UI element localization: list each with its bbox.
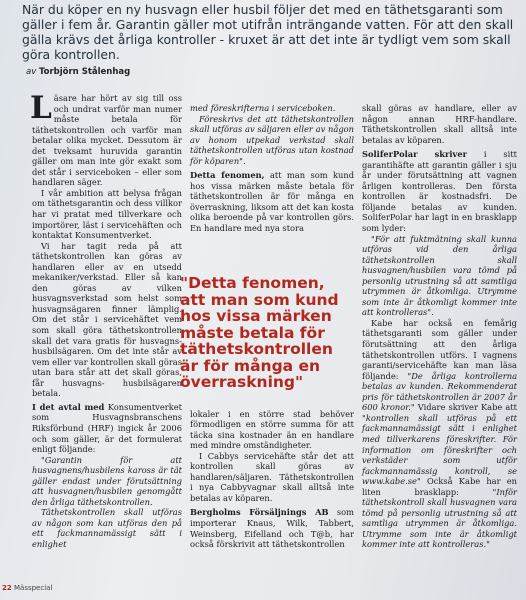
pull-quote xyxy=(180,275,365,391)
pull-quote-line: måste betala för xyxy=(180,323,325,342)
column-3-paragraph-3-text: Kabe har också en femårig täthetsgaranti som gäller under förutsättning att den årliga täthetskontrollen utförs. I vagnens garanti/servicehäfte kan man läsa följande: xyxy=(362,317,517,381)
column-1-paragraph-4-text: Konsumentverket som Husvagnsbranschens Riksförbund (HRF) ingick år 2006 och som gäller, är det formulerat enligt följande: xyxy=(32,401,182,455)
page-number: 22 xyxy=(2,584,12,592)
column-3-quote-3: "kontrollen skall utföras på ett fackmannamässigt sätt i enlighet med tillverkarens föreskrifter. För information om föreskrifter och verkstäder som utför fackmannamässig kontroll, se www.kabe.se" xyxy=(362,412,517,487)
column-3-quote-2: "De årliga kontrollerna betalas av kunden. Rekommenderat pris för täthetskontrollen är 2007 år 600 kronor." xyxy=(362,370,518,413)
magazine-name: Mässpecial xyxy=(13,584,53,592)
column-1-paragraph-2: I vår ambition att belysa frågan om täthetsgarantin och dess villkor har vi pratat med tillverkare och importörer, läst i servicehäften och kontaktat Konsumentverket. xyxy=(32,187,182,241)
drop-cap: L xyxy=(30,90,52,126)
article-intro: När du köper en ny husvagn eller husbil följer det med en täthetsgaranti som gäller i fem år. Garantin gäller mot utifrån inträngande vatten. För att den skall gälla krävs det årliga kontroller - kruxet är att det inte är tydligt vem som skall göra kontrollen. xyxy=(22,2,514,62)
pull-quote-line: överraskning" xyxy=(180,373,304,391)
column-3-paragraph-5: Också Kabe har en liten brasklapp: xyxy=(362,476,518,497)
column-2-lead: Detta fenomen, xyxy=(190,170,265,181)
article-column-3 xyxy=(362,103,517,550)
pull-quote-line: täthetskontrollen xyxy=(180,340,333,358)
column-2-paragraph-1-text: att man som kund hos vissa märken måste betala för täthetskontrollen är för många en överraskning, liksom att det kan kosta olika beroende på var kontrollen görs. En handlare med nya stora xyxy=(190,170,354,234)
column-1-paragraph-3: Vi har tagit reda på att täthetskontrollen kan göras av handlaren eller av en utsedd mekaniker/verkstad. Eller så kan den göras av vilken husvagnsverkstad som helst som husvagnsägaren finner lämplig. Om det står i servicehäftet vem som skall göra täthetskontrollen skall det vara gratis för husvagns- husbilsägaren. Om det inte står av vem eller var kontrollen skall göras utan bara står att det skall göras, får husvagns- husbilsägaren betala. xyxy=(32,240,182,399)
column-2-quote-1: med föreskrifterna i serviceboken. xyxy=(190,103,336,113)
column-1-paragraph-1: äsare har hört av sig till oss och undrat varför man numer måste betala för täthetskontrollen och varför man betalar olika mycket. Dessutom är det tveksamt huruvida garantin gäller om man inte gör exakt som det står i serviceboken – eller som handlaren säger. xyxy=(32,93,182,188)
byline xyxy=(26,67,130,77)
column-2-paragraph-1 xyxy=(190,170,354,233)
column-1-lead: I det avtal med xyxy=(32,401,105,412)
column-2-paragraph-4 xyxy=(190,507,354,549)
column-3-paragraph-2 xyxy=(362,149,517,233)
pull-quote-line: hos vissa märken xyxy=(180,307,332,325)
column-1-quote-1: "Garantin för att husvagnens/husbilens kaross är tät gäller endast under förutsättning att husvagnen/husbilen genomgått den årliga täthetskontrollen. xyxy=(32,454,182,507)
column-1-quote-2: Täthetskontrollen skall utföras av någon som kan utföras den på ett fackmannamässigt sätt i enlighet xyxy=(32,507,182,549)
column-2-paragraph-3: I Cabbys servicehäfte står det att kontrollen skall göras av handlaren/säljaren. Täthetskontrollen i nya Cabbyvagnar skall alltså inte betalas av köparen. xyxy=(190,450,354,503)
column-3-paragraph-3 xyxy=(362,318,517,550)
pull-quote-line: "Detta fenomen, xyxy=(180,274,325,292)
column-3-lead: SoliferPolar skriver xyxy=(362,149,468,160)
column-2-paragraph-2: lokaler i en större stad behöver förmodligen en större summa för att täcka sina kostnader än en handlare med mindre omständigheter. xyxy=(190,408,354,451)
page-footer xyxy=(2,584,52,592)
column-3-quote-4: "Inför täthetskontroll skall husvagnen vara tömd på personlig utrustning så att samtliga utrymmen är åtkomliga. Utrymme som inte är åtkomligt kommer inte att kontrolleras." xyxy=(362,486,517,550)
column-3-quote-1: "För att fuktmätning skall kunna utföras vid den årliga täthetskontrollen skall husvagnen/husbilen vara tömd på personlig utrustning så att samtliga utrymmen är åtkomliga. Utrymme som inte är åtkomligt kommer inte att kontrolleras". xyxy=(362,233,517,318)
article-column-1 xyxy=(30,90,182,550)
column-1-paragraph-4 xyxy=(32,402,182,455)
column-3-paragraph-1: skall göras av handlare, eller av någon annan HRF-handlare. Täthetskontrollen skall alltså inte betalas av köparen. xyxy=(362,103,517,145)
byline-author: Torbjörn Stålenhag xyxy=(38,67,131,77)
column-2-quote-2: Föreskrivs det att täthetskontrollen skall utföras av säljaren eller av någon av honom utpekad verkstad skall täthetskontrollen utföras utan kostnad för köparen". xyxy=(190,113,354,166)
column-2-lead-2: Bergholms Försäljnings AB xyxy=(190,507,329,518)
pull-quote-line: är för många en xyxy=(180,356,321,375)
pull-quote-line: att man som kund xyxy=(180,290,339,309)
byline-prefix: av xyxy=(26,67,37,77)
column-3-paragraph-4: Vidare skriver Kabe att xyxy=(417,402,517,413)
column-3-paragraph-2-text: i sitt garantihäfte att garantin gäller i sju år under förutsättning att vagnen årligen kontrolleras. Den första kontrollen är kostnadsfri. De följande betalas av kunden. SoliferPolar har lagt in en brasklapp som lyder: xyxy=(362,149,518,234)
column-2-paragraph-4-text: som importerar Knaus, Wilk, Tabbert, Weinsberg, Eifelland och T@b, har också förskrivit att täthetskontrollen xyxy=(190,507,355,550)
